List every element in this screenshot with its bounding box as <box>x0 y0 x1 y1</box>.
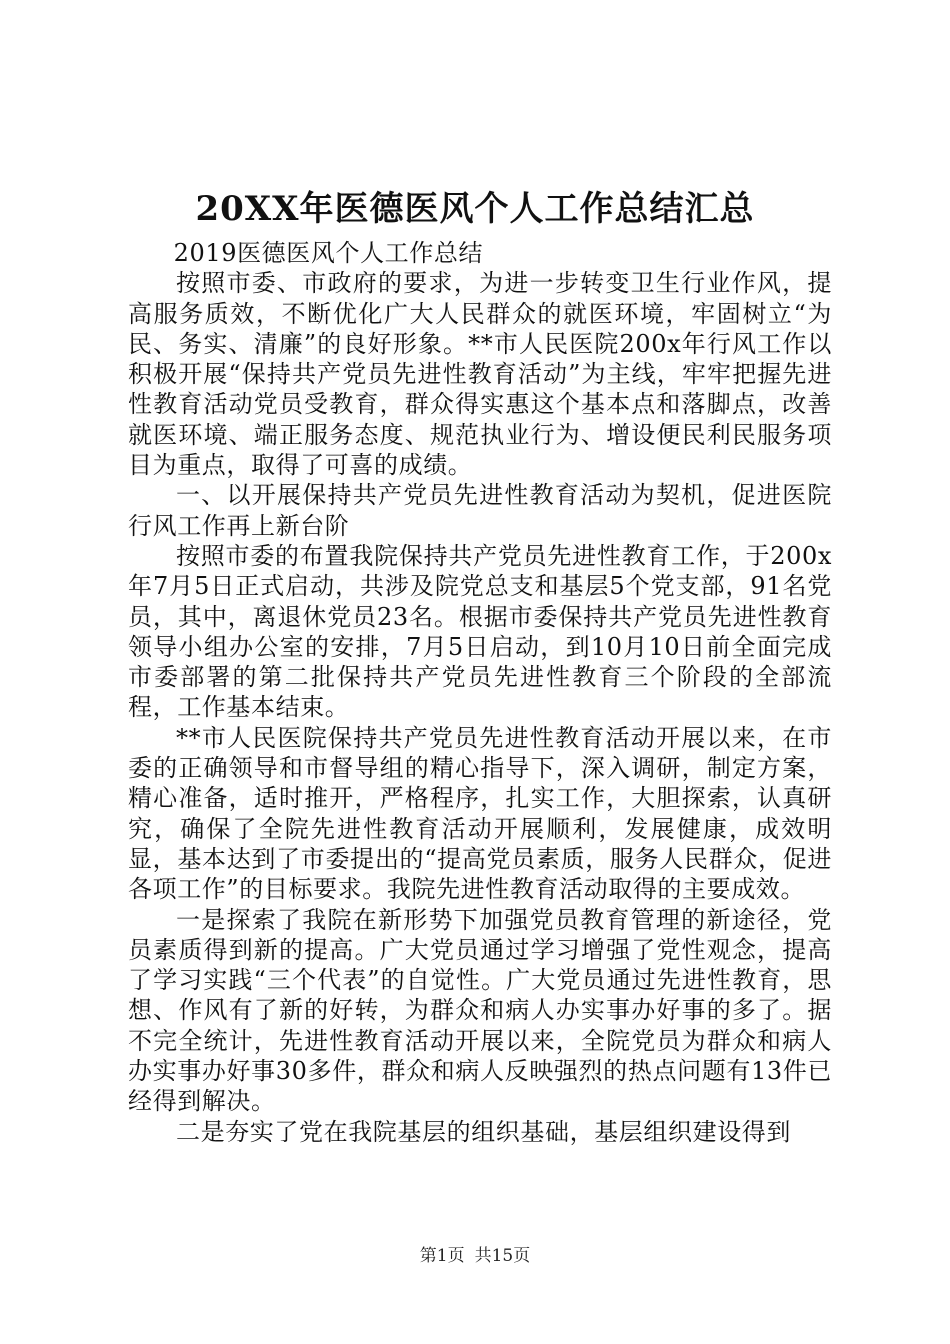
page-total: 共15页 <box>474 1246 531 1266</box>
paragraph-launch: 按照市委的布置我院保持共产党员先进性教育工作，于200x年7月5日正式启动，共涉及院党总支和基层5个党支部，91名党员，其中，离退休党员23名。根据市委保持共产党员先进性教育领导小组办公室的安排，7月5日启动，到10月10日前全面完成市委部署的第二批保持共产党员先进性教育三个阶段的全部流程，工作基本结束。 <box>128 541 832 722</box>
paragraph-results: **市人民医院保持共产党员先进性教育活动开展以来，在市委的正确领导和市督导组的精心指导下，深入调研，制定方案，精心准备，适时推开，严格程序，扎实工作，大胆探索，认真研究，确保了全院先进性教育活动开展顺利，发展健康，成效明显，基本达到了市委提出的“提高党员素质，服务人民群众，促进各项工作”的目标要求。我院先进性教育活动取得的主要成效。 <box>128 723 832 904</box>
paragraph-point-2: 二是夯实了党在我院基层的组织基础，基层组织建设得到 <box>176 1117 791 1146</box>
document-subtitle: 2019医德医风个人工作总结 <box>173 239 484 267</box>
section-heading-1: 一、以开展保持共产党员先进性教育活动为契机，促进医院行风工作再上新台阶 <box>128 481 832 540</box>
page-number: 第1页 <box>419 1246 465 1266</box>
page-footer <box>0 1244 950 1268</box>
paragraph-intro: 按照市委、市政府的要求，为进一步转变卫生行业作风，提高服务质效，不断优化广大人民群众的就医环境，牢固树立“为民、务实、清廉”的良好形象。**市人民医院200x年行风工作以积极开展“保持共产党员先进性教育活动”为主线，牢牢把握先进性教育活动党员受教育，群众得实惠这个基本点和落脚点，改善就医环境、端正服务态度、规范执业行为、增设便民利民服务项目为重点，取得了可喜的成绩。 <box>128 269 832 480</box>
document-body <box>128 238 832 1147</box>
document-title: 20XX年医德医风个人工作总结汇总 <box>195 189 755 229</box>
paragraph-point-1: 一是探索了我院在新形势下加强党员教育管理的新途径，党员素质得到新的提高。广大党员通过学习增强了党性观念，提高了学习实践“三个代表”的自觉性。广大党员通过先进性教育，思想、作风有了新的好转，为群众和病人办实事办好事的多了。据不完全统计，先进性教育活动开展以来，全院党员为群众和病人办实事办好事30多件，群众和病人反映强烈的热点问题有13件已经得到解决。 <box>128 905 832 1116</box>
